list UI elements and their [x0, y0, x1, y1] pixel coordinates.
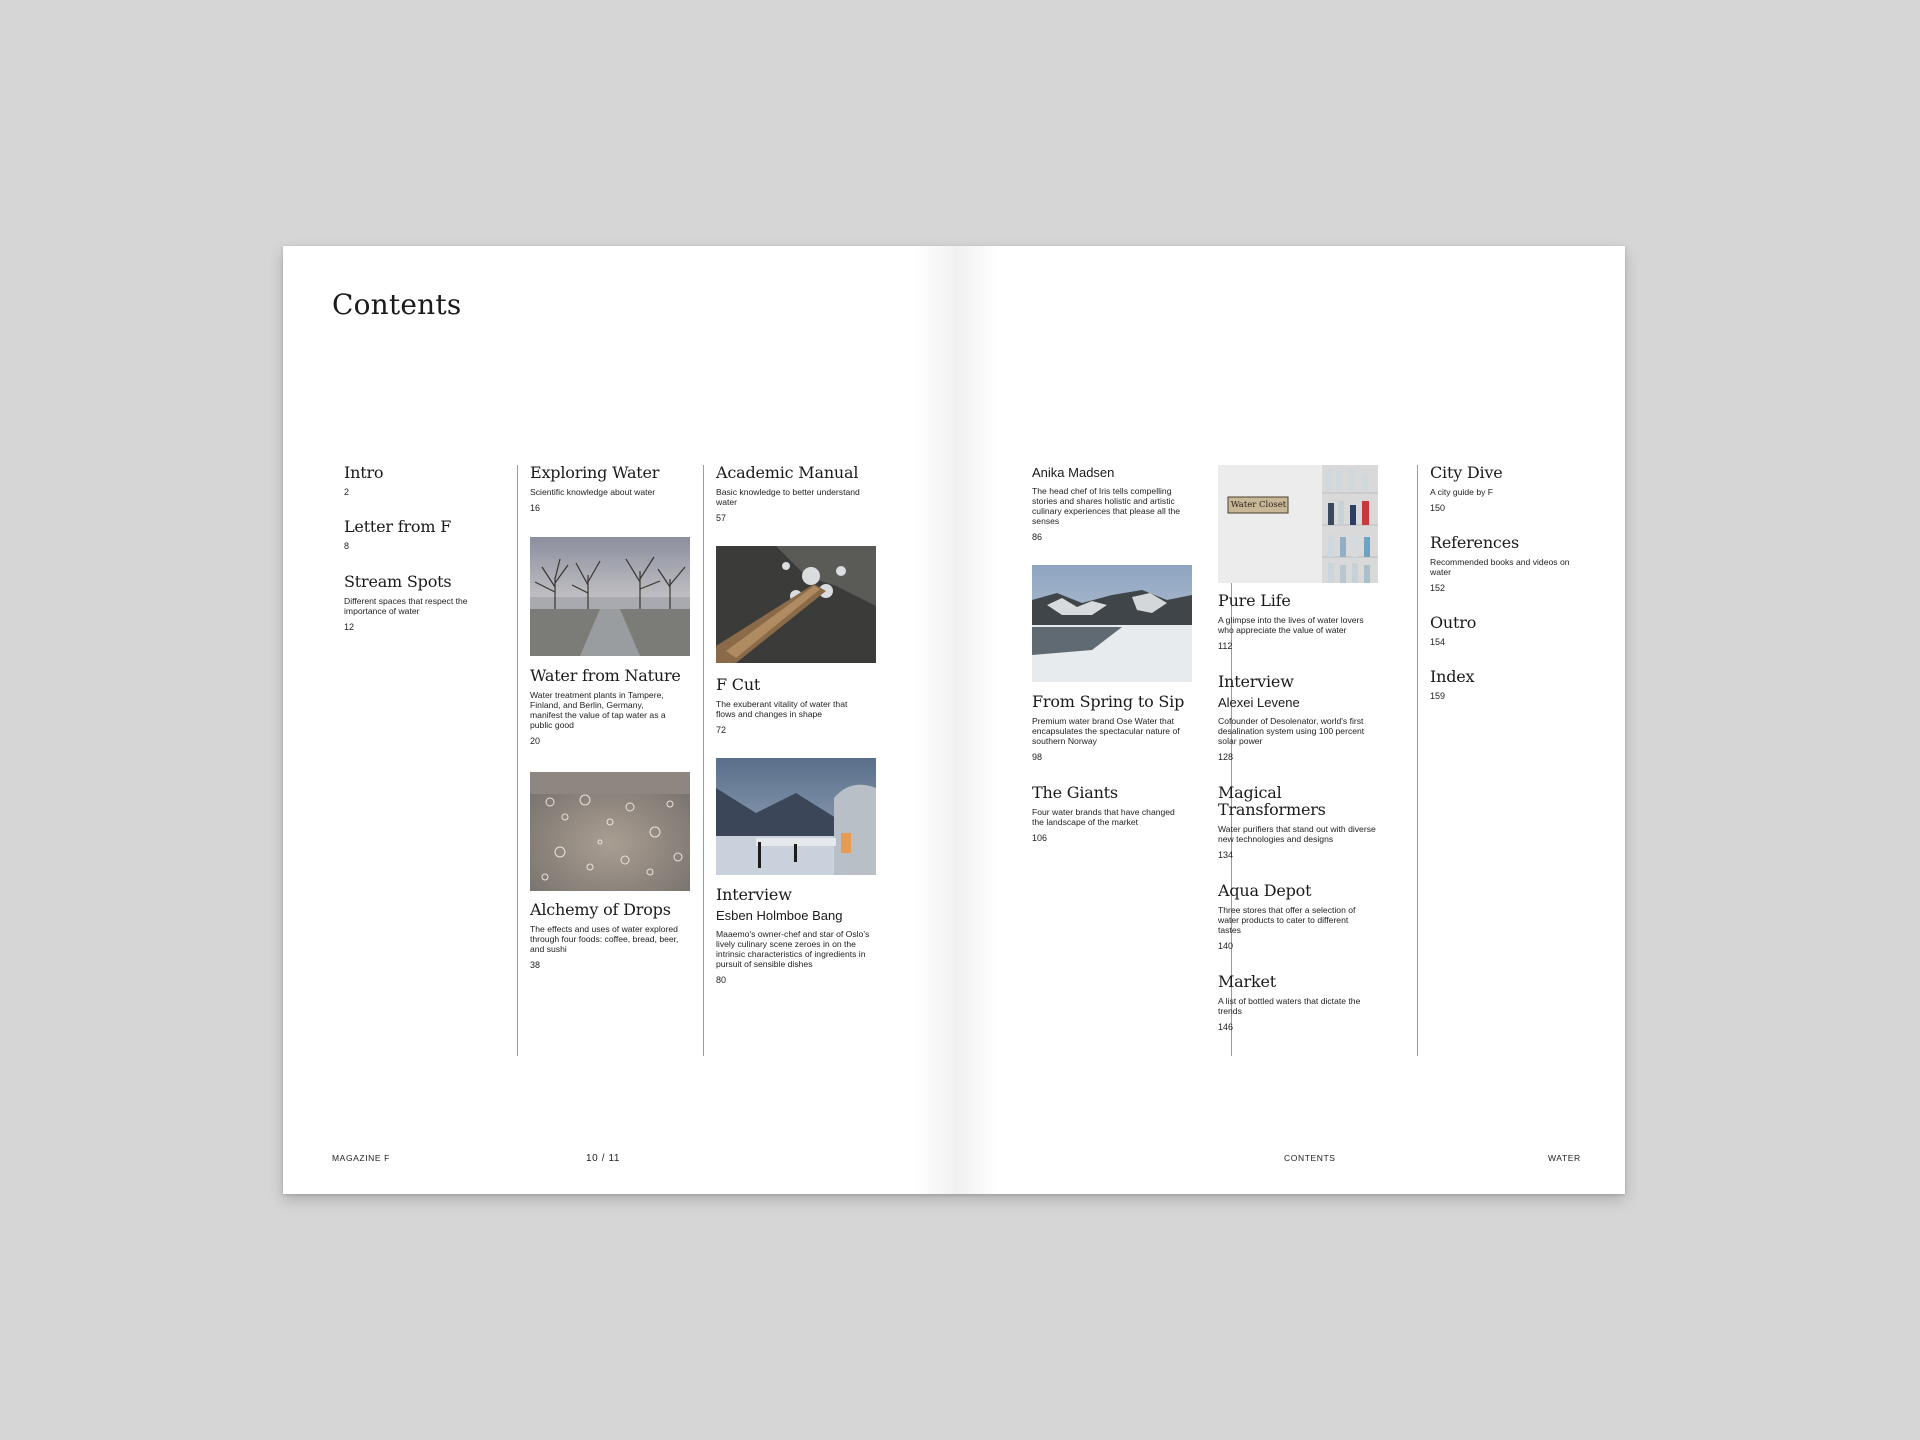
entry-title: F Cut	[716, 675, 761, 694]
toc-entry-water-from-nature[interactable]	[530, 667, 695, 746]
entry-page-number: 8	[344, 541, 350, 551]
entry-page-number: 128	[1218, 752, 1234, 762]
toc-entry-intro[interactable]	[344, 464, 509, 497]
entry-subtitle: Anika Madsen	[1032, 465, 1115, 480]
entry-description: A glimpse into the lives of water lovers who appreciate the value of water	[1218, 615, 1364, 635]
bubbles-photo[interactable]	[530, 772, 690, 891]
footer-issue-theme: WATER	[1548, 1153, 1581, 1163]
toc-entry-the-giants[interactable]	[1032, 784, 1197, 843]
entry-description: Basic knowledge to better understand water	[716, 487, 860, 507]
entry-description: Recommended books and videos on water	[1430, 557, 1570, 577]
entry-description: Four water brands that have changed the landscape of the market	[1032, 807, 1175, 827]
entry-description: Water purifiers that stand out with diverse new technologies and designs	[1218, 824, 1376, 844]
entry-title: City Dive	[1430, 463, 1503, 482]
toc-entry-aqua-depot[interactable]	[1218, 882, 1383, 951]
toc-entry-index[interactable]	[1430, 668, 1595, 701]
entry-page-number: 38	[530, 960, 541, 970]
entry-description: A city guide by F	[1430, 487, 1494, 497]
snowy-lake-photo[interactable]	[1032, 565, 1192, 682]
magazine-spread	[283, 246, 1625, 1194]
water-closet-photo[interactable]	[1218, 465, 1378, 583]
entry-description: Cofounder of Desolenator, world's first desalination system using 100 percent solar power	[1218, 716, 1365, 746]
entry-page-number: 112	[1218, 641, 1233, 651]
entry-title: Market	[1218, 972, 1276, 991]
toc-entry-market[interactable]	[1218, 973, 1383, 1032]
toc-entry-city-dive[interactable]	[1430, 464, 1595, 513]
right-page	[954, 246, 1625, 1194]
toc-entry-anika-madsen[interactable]	[1032, 465, 1197, 542]
toc-entry-from-spring-to-sip[interactable]	[1032, 693, 1197, 762]
fjord-building-photo[interactable]	[716, 758, 876, 875]
entry-description: Different spaces that respect the importance of water	[344, 596, 468, 616]
entry-title: Intro	[344, 463, 384, 482]
entry-description: Scientific knowledge about water	[530, 487, 656, 497]
entry-page-number: 16	[530, 503, 541, 513]
footer-page-numbers: 10 / 11	[586, 1153, 621, 1164]
entry-title: Water from Nature	[530, 666, 681, 685]
entry-description: Three stores that offer a selection of water products to cater to different tastes	[1218, 905, 1356, 935]
entry-subtitle: Esben Holmboe Bang	[716, 908, 843, 923]
toc-entry-f-cut[interactable]	[716, 676, 881, 735]
entry-page-number: 159	[1430, 691, 1446, 701]
toc-entry-letter[interactable]	[344, 518, 509, 551]
column-rule	[517, 465, 518, 1056]
entry-subtitle: Alexei Levene	[1218, 695, 1300, 710]
toc-entry-alchemy-of-drops[interactable]	[530, 901, 695, 970]
footer-section: CONTENTS	[1284, 1153, 1336, 1163]
gutter-shadow	[914, 246, 954, 1194]
entry-description: Maaemo's owner-chef and star of Oslo's lively culinary scene zeroes in on the intrinsic characteristics of ingredients in pursuit of sensible dishes	[716, 929, 870, 969]
footer-magazine: MAGAZINE F	[332, 1153, 390, 1163]
column-rule	[703, 465, 704, 1056]
entry-description: A list of bottled waters that dictate the trends	[1218, 996, 1361, 1016]
trees-lake-photo[interactable]	[530, 537, 690, 656]
toc-entry-interview-esben[interactable]	[716, 886, 881, 985]
ice-driftwood-photo[interactable]	[716, 546, 876, 663]
entry-title: Magical Transformers	[1218, 783, 1326, 819]
toc-entry-magical-transformers[interactable]	[1218, 783, 1376, 860]
entry-page-number: 140	[1218, 941, 1234, 951]
entry-page-number: 150	[1430, 503, 1446, 513]
entry-title: From Spring to Sip	[1032, 692, 1185, 711]
entry-page-number: 154	[1430, 637, 1446, 647]
entry-title: Aqua Depot	[1218, 881, 1312, 900]
contents-heading: Contents	[332, 288, 462, 321]
entry-description: Premium water brand Ose Water that encapsulates the spectacular nature of southern Norway	[1032, 716, 1180, 746]
entry-title: The Giants	[1032, 783, 1118, 802]
entry-page-number: 106	[1032, 833, 1048, 843]
entry-title: Exploring Water	[530, 463, 660, 482]
entry-title: Alchemy of Drops	[530, 900, 671, 919]
toc-entry-academic-manual[interactable]	[716, 464, 881, 523]
toc-entry-outro[interactable]	[1430, 614, 1595, 647]
entry-title: Letter from F	[344, 517, 452, 536]
entry-title: Interview	[1218, 672, 1294, 691]
entry-page-number: 152	[1430, 583, 1446, 593]
entry-description: The exuberant vitality of water that flows and changes in shape	[716, 699, 848, 719]
entry-description: Water treatment plants in Tampere, Finland, and Berlin, Germany, manifest the value of tap water as a public good	[530, 690, 666, 730]
entry-page-number: 12	[344, 622, 355, 632]
entry-page-number: 98	[1032, 752, 1043, 762]
toc-entry-pure-life[interactable]	[1218, 592, 1383, 651]
entry-page-number: 57	[716, 513, 727, 523]
entry-title: Index	[1430, 667, 1475, 686]
entry-title: References	[1430, 533, 1519, 552]
column-rule	[1417, 465, 1418, 1056]
entry-page-number: 134	[1218, 850, 1234, 860]
toc-entry-references[interactable]	[1430, 534, 1595, 593]
left-page	[283, 246, 954, 1194]
entry-title: Outro	[1430, 613, 1477, 632]
entry-title: Stream Spots	[344, 572, 452, 591]
entry-page-number: 86	[1032, 532, 1043, 542]
entry-page-number: 2	[344, 487, 350, 497]
entry-description: The effects and uses of water explored through four foods: coffee, bread, beer, and sushi	[530, 924, 679, 954]
gutter-shadow	[954, 246, 1000, 1194]
entry-page-number: 80	[716, 975, 727, 985]
toc-entry-interview-alexei[interactable]	[1218, 673, 1383, 762]
toc-entry-stream-spots[interactable]	[344, 573, 509, 632]
entry-page-number: 20	[530, 736, 541, 746]
entry-title: Academic Manual	[716, 463, 859, 482]
entry-title: Pure Life	[1218, 591, 1291, 610]
toc-entry-exploring-water[interactable]	[530, 464, 695, 513]
water-closet-sign: Water Closet	[1230, 500, 1287, 510]
entry-title: Interview	[716, 885, 792, 904]
entry-page-number: 72	[716, 725, 727, 735]
entry-description: The head chef of Iris tells compelling stories and shares holistic and artistic culinary experiences that please all the senses	[1032, 486, 1181, 526]
entry-page-number: 146	[1218, 1022, 1234, 1032]
